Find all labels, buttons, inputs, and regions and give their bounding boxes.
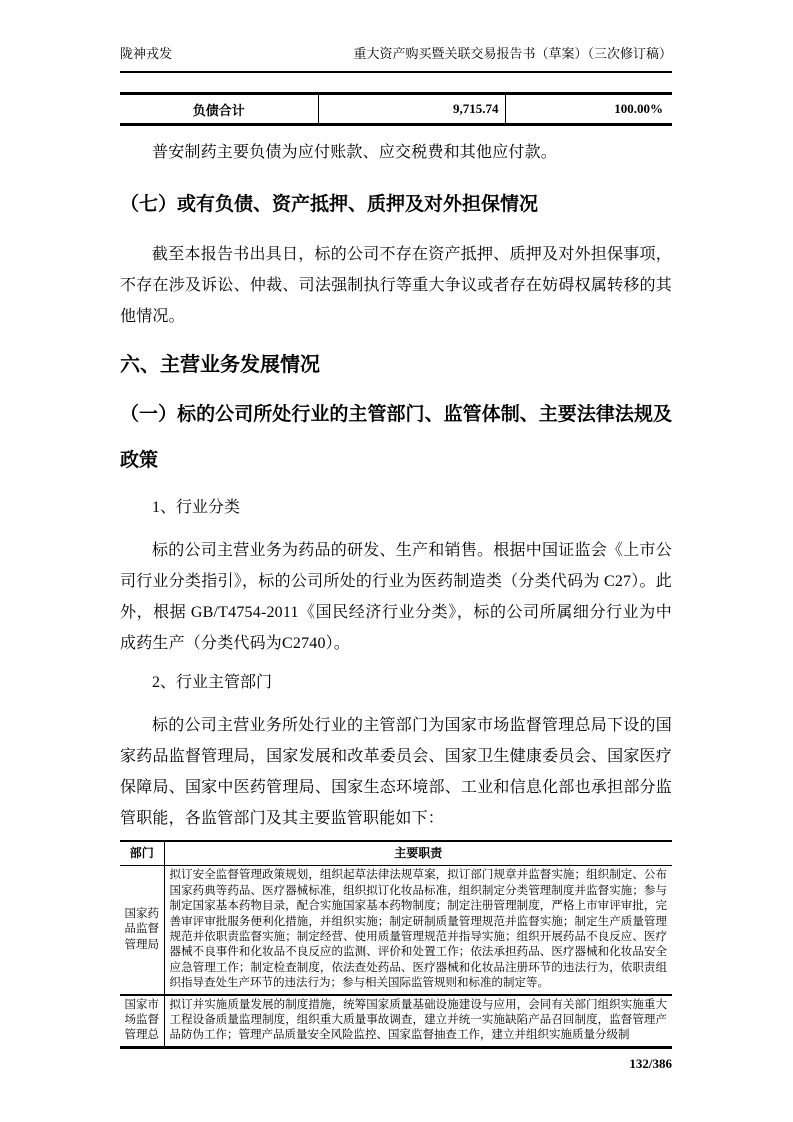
dept-duty-nmpa: 拟订安全监督管理政策规划，组织起草法律法规草案，拟订部门规章并监督实施；组织制定、公布国家药典等药品、医疗器械标准，组织拟订化妆品标准，组织制定分类管理制度并监督实施；参与制定国家基本药物目录，配合实施国家基本药物制度；制定注册管理制度，严格上市审评审批，完善审评审批服务便利化措施，并组织实施；制定研制质量管理规范并监督实施；制定生产质量管理规范并依职责监督实施；制定经营、使用质量管理规范并指导实施；组织开展药品不良反应、医疗器械不良事件和化妆品不良反应的监测、评价和处置工作；依法承担药品、医疗器械和化妆品安全应急管理工作；制定检查制度，依法查处药品、医疗器械和化妆品注册环节的违法行为，依职责组织指导查处生产环节的违法行为；参与相关国际监管规则和标准的制定等。 bbox=[164, 866, 672, 995]
page-number: 132/386 bbox=[629, 1055, 672, 1071]
running-header bbox=[120, 46, 672, 73]
regulators-table bbox=[120, 840, 672, 1049]
heading-item-1: 1、行业分类 bbox=[152, 499, 241, 516]
table-row bbox=[120, 94, 672, 125]
table-row bbox=[120, 995, 672, 1048]
column-header-duty: 主要职责 bbox=[164, 841, 672, 866]
dept-name-samr: 国家市场监督管理总 bbox=[120, 995, 164, 1048]
paragraph-section-7: 截至本报告书出具日，标的公司不存在资产抵押、质押及对外担保事项，不存在涉及诉讼、仲裁、司法强制执行等重大争议或者存在妨碍权属转移的其他情况。 bbox=[120, 246, 672, 325]
table-row bbox=[120, 866, 672, 995]
liabilities-total-percent: 100.00% bbox=[505, 94, 672, 125]
paragraph-item-1: 标的公司主营业务为药品的研发、生产和销售。根据中国证监会《上市公司行业分类指引》，标的公司所处的行业为医药制造类（分类代码为 C27）。此外，根据 GB/T4754-2011《国民经济行业分类》，标的公司所属细分行业为中成药生产（分类代码为C2740）。 bbox=[120, 542, 672, 652]
header-doc-title: 重大资产购买暨关联交易报告书（草案）（三次修订稿） bbox=[353, 46, 672, 61]
heading-section-7: （七）或有负债、资产抵押、质押及对外担保情况 bbox=[120, 194, 539, 215]
paragraph-liability-note: 普安制药主要负债为应付账款、应交税费和其他应付款。 bbox=[152, 144, 558, 161]
liabilities-total-label: 负债合计 bbox=[192, 102, 245, 118]
paragraph-item-2: 标的公司主营业务所处行业的主管部门为国家市场监督管理总局下设的国家药品监督管理局，国家发展和改革委员会、国家卫生健康委员会、国家医疗保障局、国家中医药管理局、国家生态环境部、工业和信息化部也承担部分监管职能，各监管部门及其主要监管职能如下： bbox=[120, 717, 672, 827]
liabilities-total-table bbox=[120, 92, 672, 126]
heading-section-1: （一）标的公司所处行业的主管部门、监管体制、主要法律法规及政策 bbox=[120, 404, 672, 471]
heading-chapter-6: 六、主营业务发展情况 bbox=[120, 354, 320, 376]
table-header-row bbox=[120, 841, 672, 866]
dept-name-nmpa: 国家药品监督管理局 bbox=[124, 907, 159, 951]
liabilities-total-amount: 9,715.74 bbox=[318, 94, 505, 125]
header-company-name: 陇神戎发 bbox=[120, 46, 173, 61]
dept-duty-samr: 拟订并实施质量发展的制度措施，统筹国家质量基础设施建设与应用，会同有关部门组织实施重大工程设备质量监理制度，组织重大质量事故调查，建立并统一实施缺陷产品召回制度，监督管理产品防伪工作；管理产品质量安全风险监控、国家监督抽查工作，建立并组织实施质量分级制 bbox=[164, 995, 672, 1048]
column-header-dept: 部门 bbox=[120, 841, 164, 866]
heading-item-2: 2、行业主管部门 bbox=[152, 674, 273, 691]
